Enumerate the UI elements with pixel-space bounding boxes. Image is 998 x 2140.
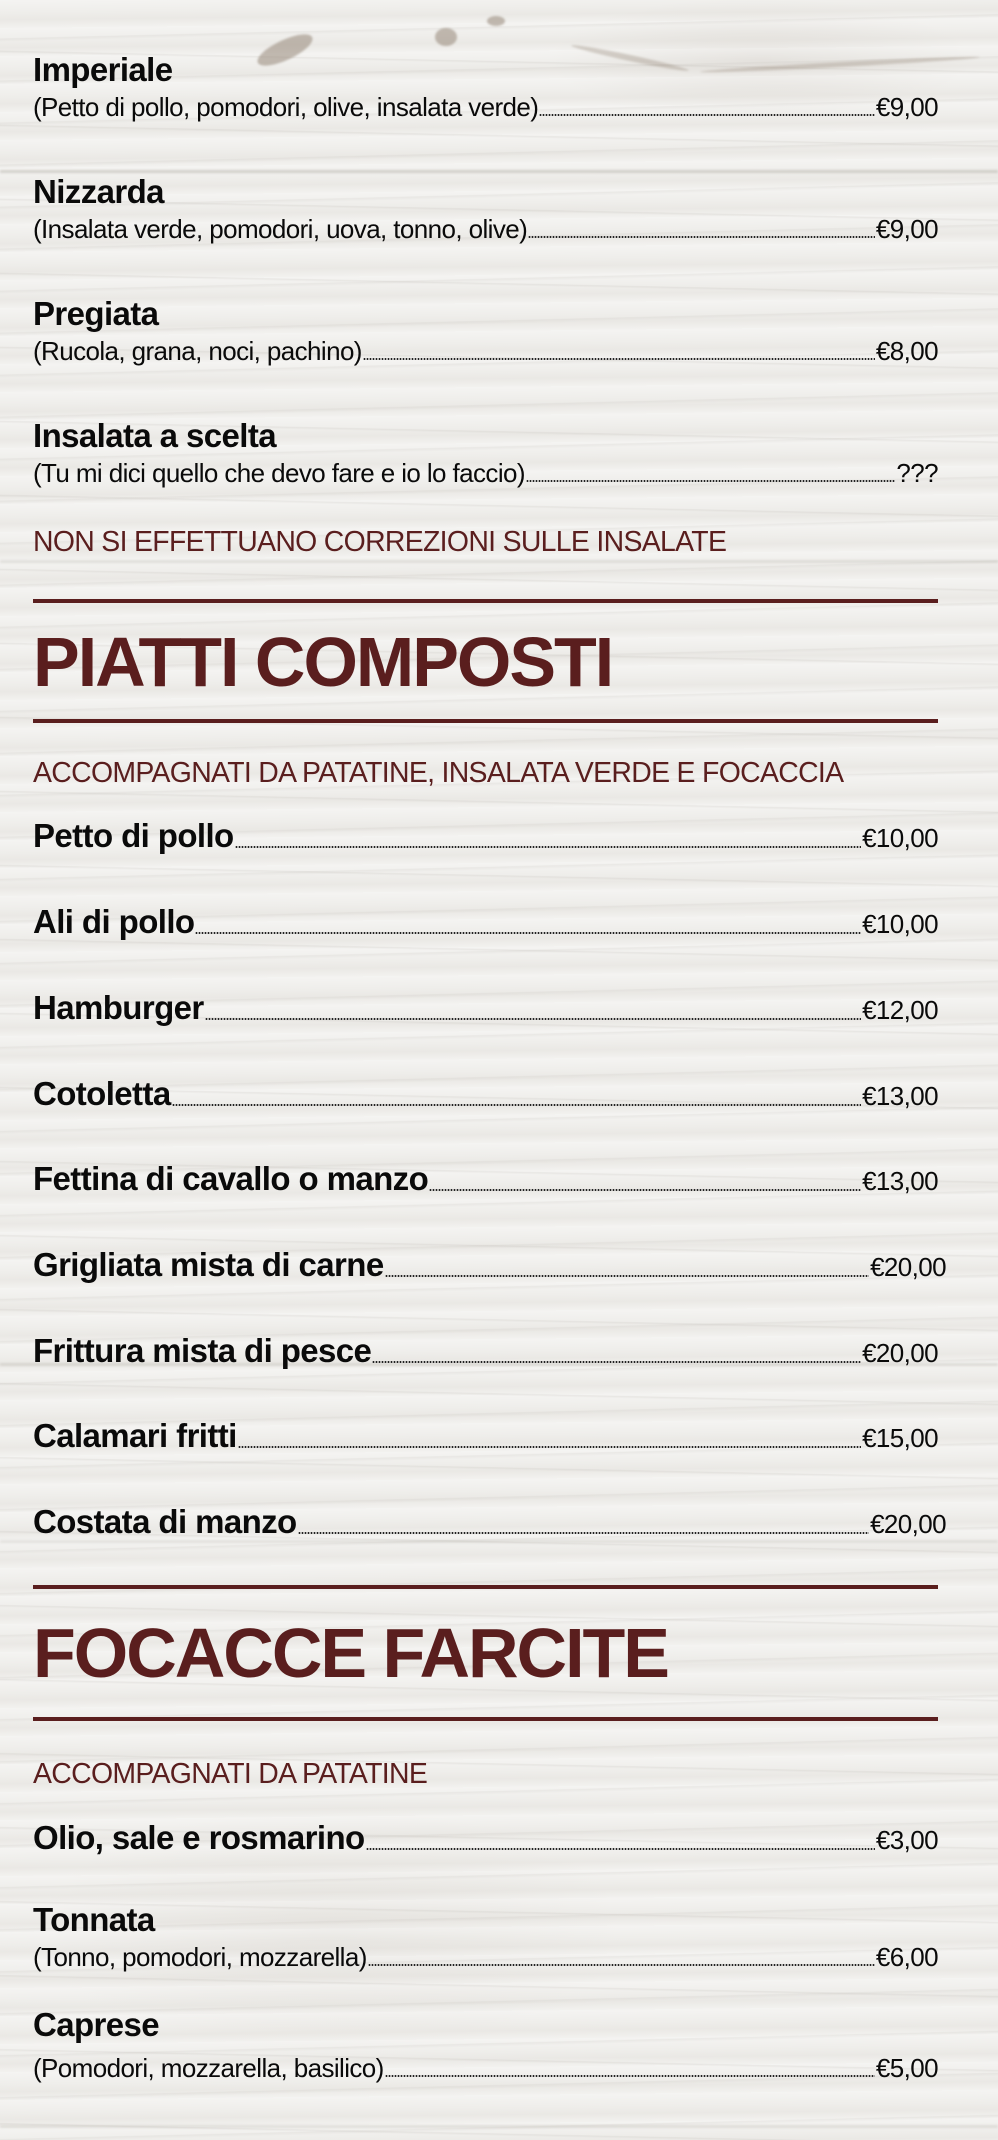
dot-leader: [238, 1446, 861, 1448]
item-price: €12,00: [862, 995, 938, 1025]
item-name: Hamburger: [33, 989, 204, 1026]
menu-item-tonnata: [33, 1900, 938, 1974]
section-divider: [33, 599, 938, 603]
salad-note: NON SI EFFETTUANO CORREZIONI SULLE INSALATE: [33, 526, 727, 558]
dot-leader: [385, 1275, 869, 1277]
item-price: €10,00: [862, 909, 938, 939]
item-name: Calamari fritti: [33, 1417, 237, 1454]
item-name: Petto di pollo: [33, 817, 234, 854]
dot-leader: [363, 358, 875, 360]
dot-leader: [539, 114, 875, 116]
dot-leader: [429, 1189, 861, 1191]
menu-item-frittura-mista: [33, 1331, 938, 1371]
menu-item-nizzarda: [33, 172, 938, 246]
section-subtitle: ACCOMPAGNATI DA PATATINE, INSALATA VERDE E FOCACCIA: [33, 757, 844, 789]
item-name: Olio, sale e rosmarino: [33, 1819, 365, 1856]
item-price: €6,00: [875, 1942, 938, 1972]
item-description: (Petto di pollo, pomodori, olive, insalata verde): [33, 92, 539, 122]
dot-leader: [368, 1964, 875, 1966]
menu-item-olio-sale-rosmarino: [33, 1818, 938, 1858]
menu-item-imperiale: [33, 50, 938, 124]
menu-item-calamari-fritti: [33, 1416, 938, 1456]
dot-leader: [205, 1018, 861, 1020]
section-title-focacce-farcite: FOCACCE FARCITE: [33, 1614, 668, 1692]
item-price: €3,00: [875, 1825, 938, 1855]
dot-leader: [528, 236, 875, 238]
item-price: €9,00: [875, 214, 938, 244]
item-price: €13,00: [862, 1081, 938, 1111]
section-subtitle: ACCOMPAGNATI DA PATATINE: [33, 1758, 428, 1790]
dot-leader: [372, 1361, 861, 1363]
wood-knot: [435, 28, 457, 46]
item-price: €9,00: [875, 92, 938, 122]
item-name: Frittura mista di pesce: [33, 1332, 372, 1369]
item-price: ???: [896, 458, 938, 488]
item-name: Fettina di cavallo o manzo: [33, 1160, 429, 1197]
dot-leader: [526, 480, 895, 482]
item-price: €10,00: [862, 823, 938, 853]
wood-knot: [487, 16, 505, 26]
section-divider: [33, 719, 938, 723]
item-price: €5,00: [875, 2053, 938, 2083]
item-name: Costata di manzo: [33, 1503, 297, 1540]
item-price: €20,00: [862, 1338, 938, 1368]
item-price: €20,00: [870, 1252, 946, 1282]
dot-leader: [366, 1848, 875, 1850]
item-description: (Rucola, grana, noci, pachino): [33, 336, 362, 366]
item-description: (Tonno, pomodori, mozzarella): [33, 1942, 367, 1972]
item-name: Insalata a scelta: [33, 417, 276, 454]
dot-leader: [235, 846, 861, 848]
item-description: (Pomodori, mozzarella, basilico): [33, 2053, 384, 2083]
item-name: Nizzarda: [33, 173, 164, 210]
item-name: Grigliata mista di carne: [33, 1246, 384, 1283]
dot-leader: [298, 1532, 869, 1534]
item-name: Pregiata: [33, 295, 159, 332]
dot-leader: [172, 1104, 861, 1106]
section-divider: [33, 1717, 938, 1721]
item-description: (Insalata verde, pomodori, uova, tonno, olive): [33, 214, 528, 244]
section-title-piatti-composti: PIATTI COMPOSTI: [33, 623, 613, 701]
menu-item-pregiata: [33, 294, 938, 368]
item-description: (Tu mi dici quello che devo fare e io lo faccio): [33, 458, 525, 488]
menu-item-hamburger: [33, 988, 938, 1028]
menu-item-cotoletta: [33, 1074, 938, 1114]
item-price: €13,00: [862, 1166, 938, 1196]
item-name: Imperiale: [33, 51, 173, 88]
menu-item-caprese: [33, 2005, 938, 2085]
menu-item-ali-di-pollo: [33, 902, 938, 942]
item-price: €15,00: [862, 1423, 938, 1453]
item-price: €8,00: [875, 336, 938, 366]
item-name: Tonnata: [33, 1901, 155, 1938]
menu-item-petto-di-pollo: [33, 816, 938, 856]
item-name: Ali di pollo: [33, 903, 195, 940]
menu-item-grigliata-mista: [33, 1245, 946, 1285]
item-name: Caprese: [33, 2006, 160, 2043]
menu-item-costata-di-manzo: [33, 1502, 946, 1542]
dot-leader: [195, 932, 861, 934]
section-divider: [33, 1585, 938, 1589]
dot-leader: [385, 2075, 875, 2077]
menu-item-fettina: [33, 1159, 938, 1199]
wood-plank-seam: [0, 2125, 998, 2128]
item-name: Cotoletta: [33, 1075, 171, 1112]
item-price: €20,00: [870, 1509, 946, 1539]
menu-item-insalata-a-scelta: [33, 416, 938, 490]
wood-plank-seam: [0, 560, 998, 563]
